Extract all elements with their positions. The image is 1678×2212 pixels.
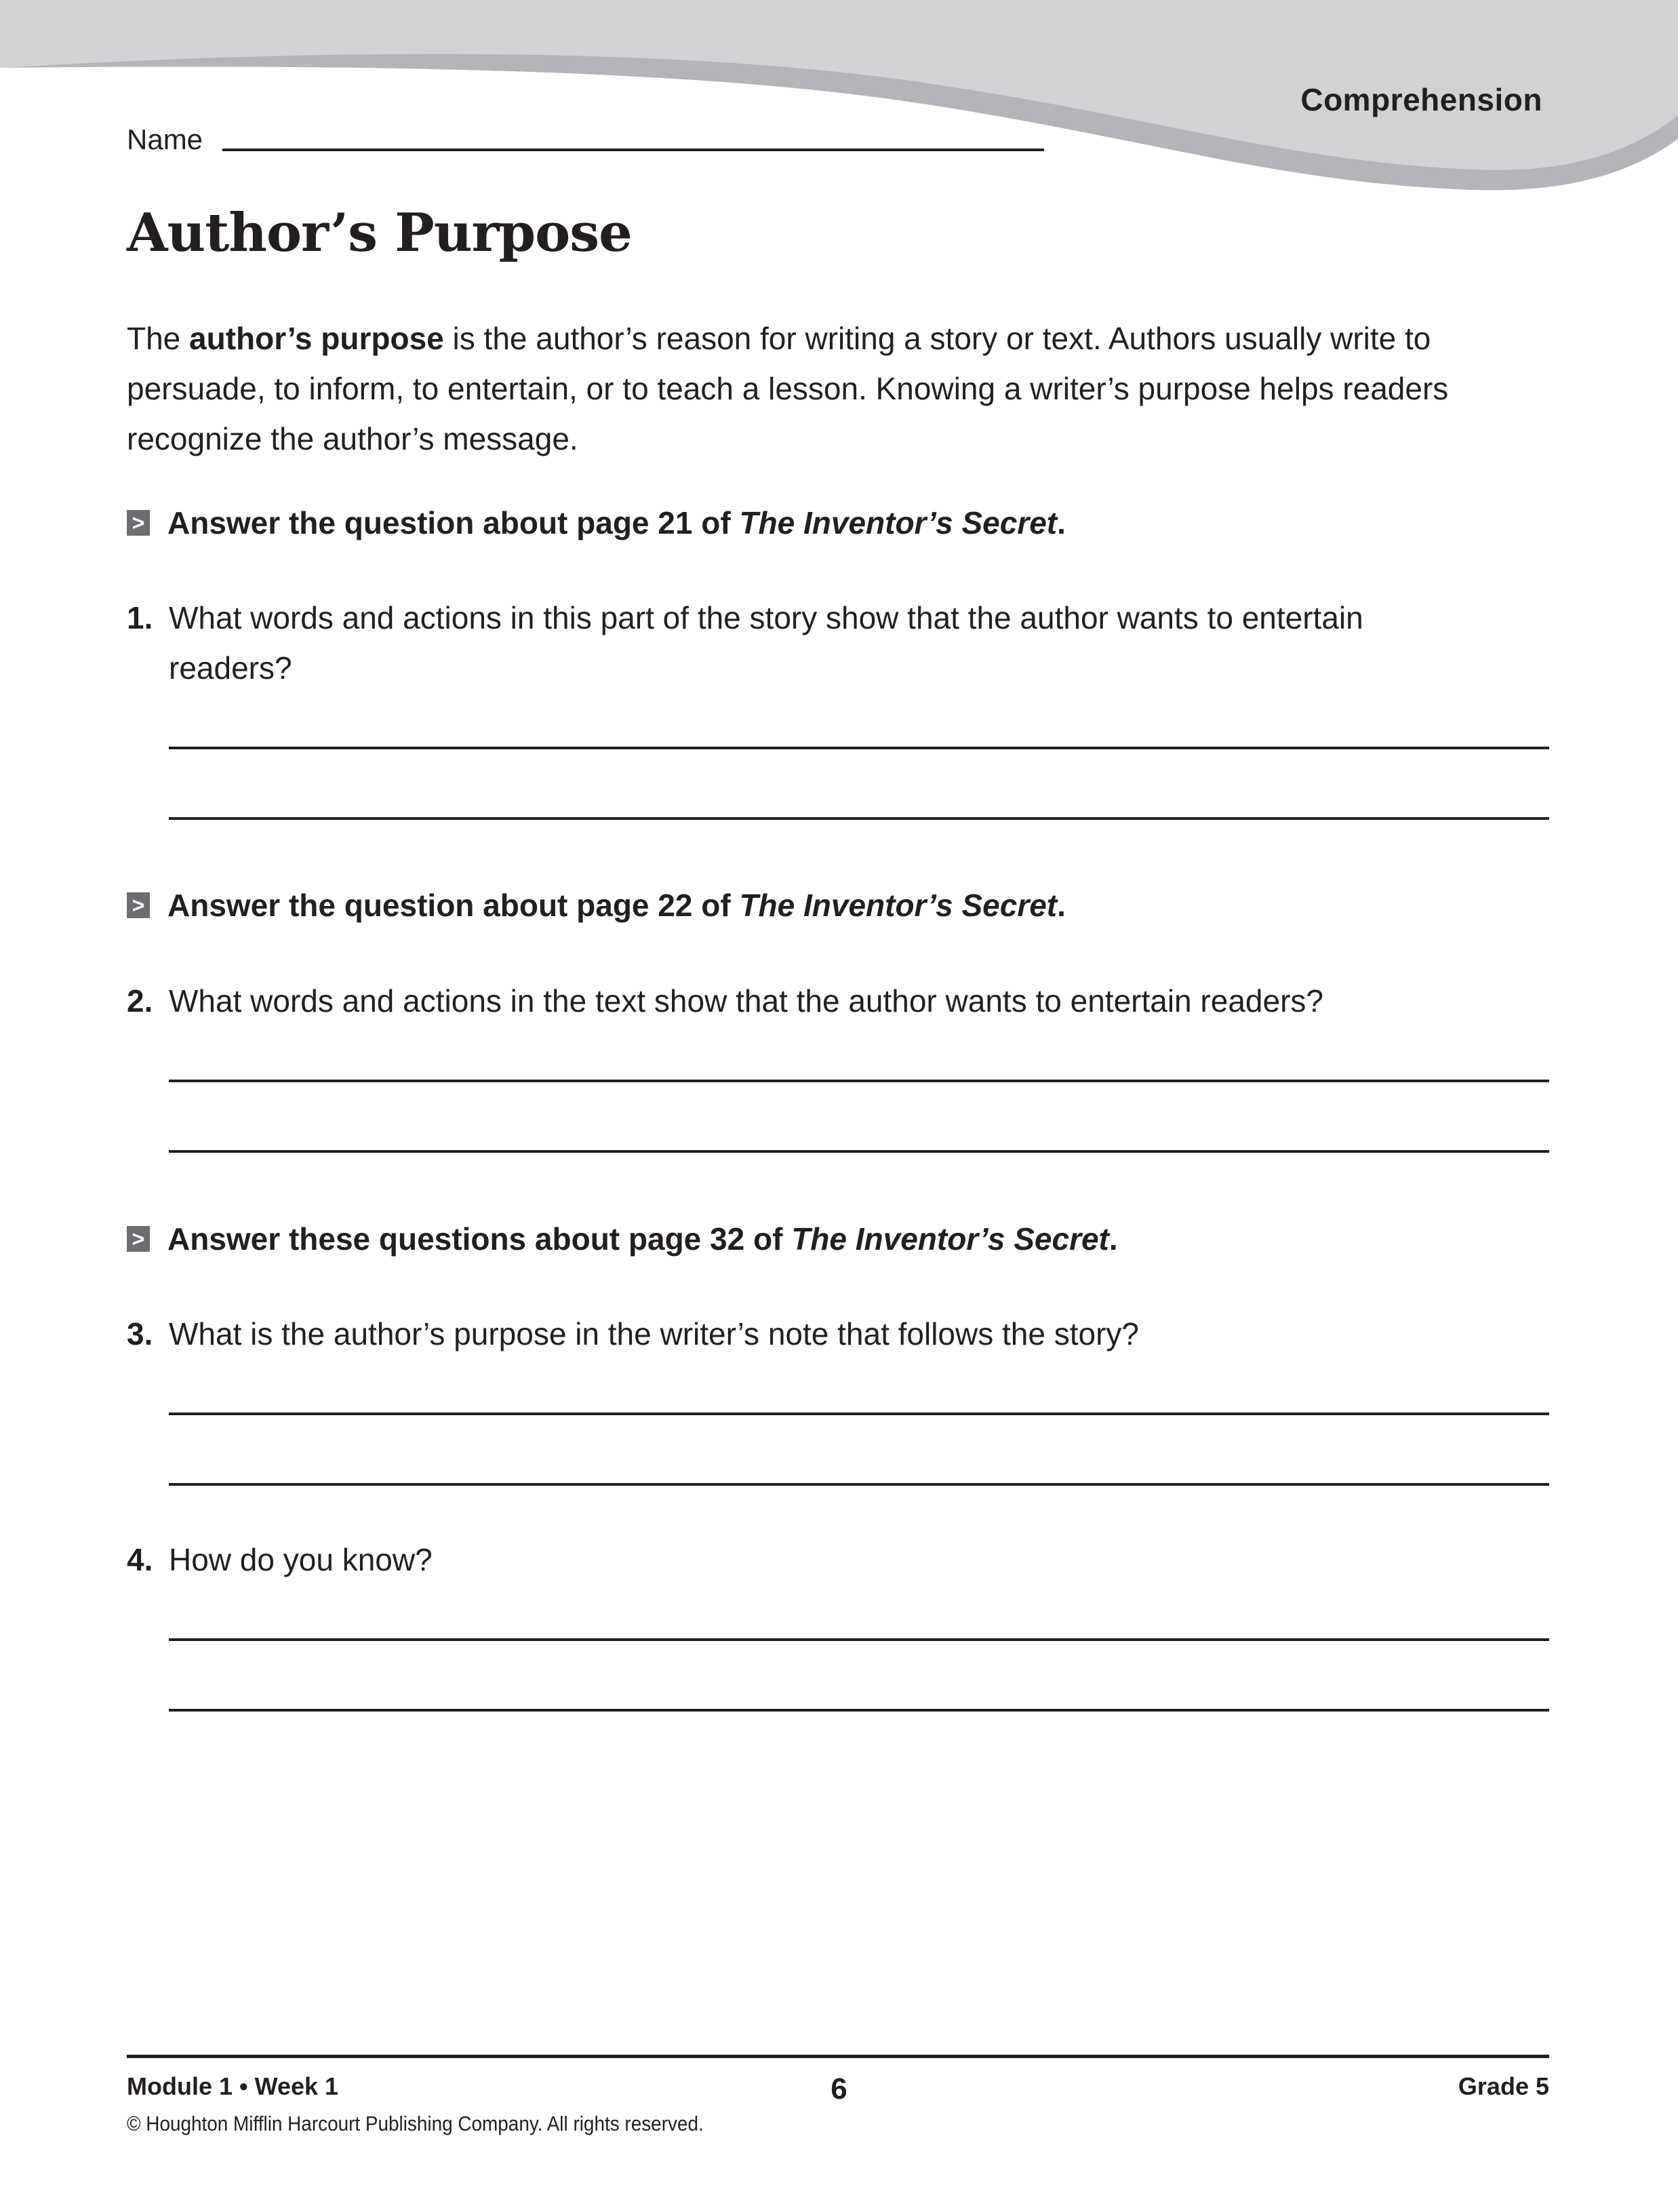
answer-line-1a[interactable]	[169, 747, 1549, 749]
arrow-icon: >	[127, 892, 150, 918]
question-1	[127, 593, 1415, 693]
answer-line-2a[interactable]	[169, 1080, 1549, 1082]
name-label: Name	[127, 123, 203, 155]
copyright-notice: © Houghton Mifflin Harcourt Publishing Company. All rights reserved.	[127, 2112, 704, 2135]
intro-term: author’s purpose	[189, 321, 444, 356]
page-number: 6	[831, 2072, 847, 2106]
question-text: What is the author’s purpose in the writer’s note that follows the story?	[169, 1316, 1140, 1351]
question-2	[127, 976, 1415, 1026]
direction-text: Answer the question about page 22 of The Inventor’s Secret.	[167, 888, 1066, 923]
direction-text: Answer these questions about page 32 of The Inventor’s Secret.	[167, 1221, 1118, 1257]
answer-line-4b[interactable]	[169, 1709, 1549, 1712]
book-title: The Inventor’s Secret	[791, 1221, 1109, 1257]
footer-module: Module 1 • Week 1	[127, 2072, 339, 2100]
question-number: 4.	[127, 1542, 153, 1577]
direction-1	[127, 505, 1066, 541]
answer-line-3b[interactable]	[169, 1483, 1549, 1486]
question-text: How do you know?	[169, 1542, 433, 1577]
footer-divider	[127, 2055, 1549, 2058]
intro-text-rest: is the author’s reason for writing a story or text. Authors usually write to persuade, to inform, to entertain, or to teach a lesson. Knowing a writer’s purpose helps readers recognize the author’s message.	[127, 321, 1449, 456]
intro-paragraph	[127, 313, 1510, 464]
direction-2	[127, 887, 1066, 924]
direction-text: Answer the question about page 21 of The Inventor’s Secret.	[167, 505, 1066, 540]
question-number: 1.	[127, 600, 153, 635]
answer-line-3a[interactable]	[169, 1413, 1549, 1415]
question-number: 3.	[127, 1316, 153, 1351]
arrow-icon: >	[127, 1226, 150, 1252]
book-title: The Inventor’s Secret	[739, 505, 1058, 540]
section-label: Comprehension	[1300, 82, 1542, 117]
answer-line-2b[interactable]	[169, 1150, 1549, 1153]
question-3	[127, 1309, 1415, 1359]
page-title: Author’s Purpose	[127, 202, 632, 264]
name-field[interactable]	[222, 149, 1044, 151]
footer-grade: Grade 5	[1458, 2072, 1549, 2100]
question-4	[127, 1535, 1415, 1585]
book-title: The Inventor’s Secret	[739, 888, 1058, 923]
question-text: What words and actions in this part of the story show that the author wants to entertain readers?	[169, 600, 1363, 686]
answer-line-4a[interactable]	[169, 1638, 1549, 1641]
intro-text-start: The	[127, 321, 190, 356]
answer-line-1b[interactable]	[169, 817, 1549, 820]
question-number: 2.	[127, 983, 153, 1019]
question-text: What words and actions in the text show that the author wants to entertain readers?	[169, 983, 1323, 1019]
direction-3	[127, 1221, 1118, 1257]
arrow-icon: >	[127, 510, 150, 536]
